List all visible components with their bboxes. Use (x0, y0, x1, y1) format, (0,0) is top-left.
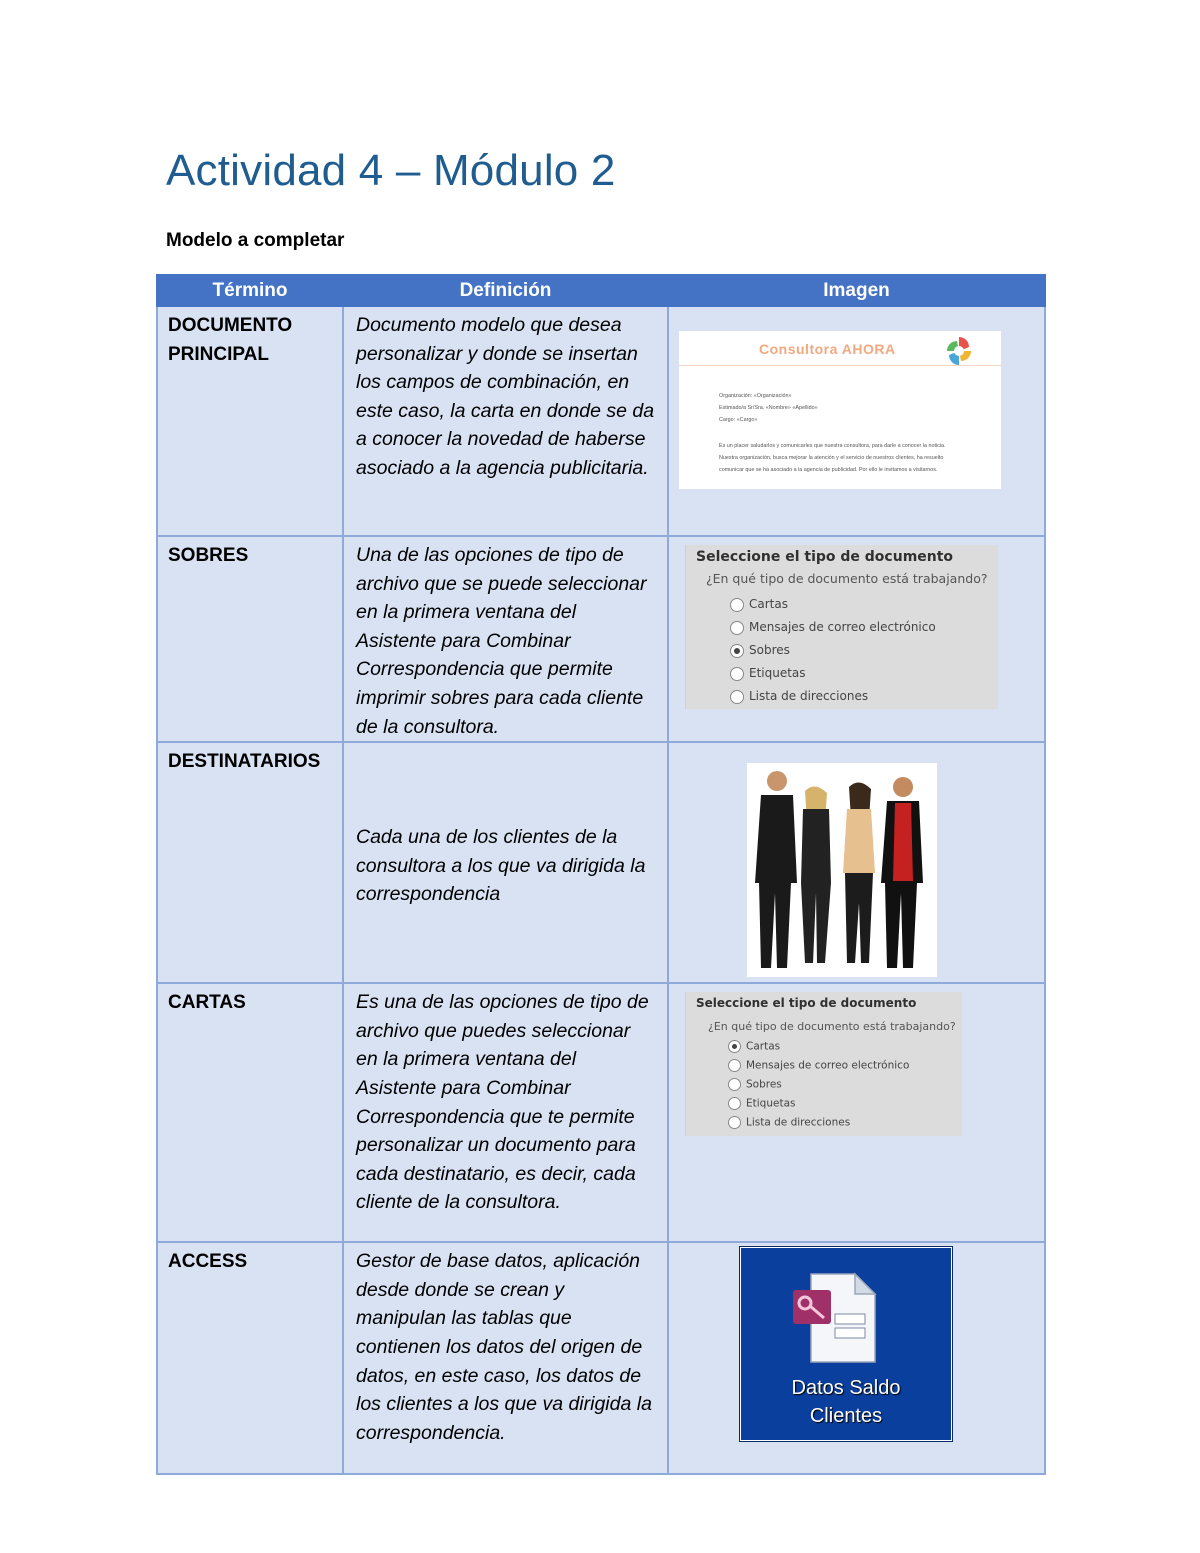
term-cell (157, 742, 343, 983)
image-cell (668, 536, 1045, 742)
term-cell (157, 306, 343, 536)
term-label: ACCESS (168, 1251, 248, 1273)
definition-cell (343, 983, 668, 1242)
radio-icon (728, 1078, 741, 1091)
option-mensajes: Mensajes de correo electrónico (728, 1059, 909, 1072)
definition-cell (343, 742, 668, 983)
term-label: DOCUMENTO PRINCIPAL (168, 315, 293, 365)
radio-icon (730, 690, 744, 704)
header-definicion: Definición (343, 275, 668, 306)
consultora-logo-icon (941, 333, 977, 369)
table-row (157, 983, 1045, 1242)
letter-line: Organización: «Organización» (719, 393, 792, 399)
term-label: DESTINATARIOS (168, 751, 321, 773)
option-sobres: Sobres (730, 643, 790, 658)
page-title: Actividad 4 – Módulo 2 (166, 146, 616, 195)
term-label: CARTAS (168, 992, 246, 1014)
letter-line: Cargo: «Cargo» (719, 417, 758, 423)
definition-cell (343, 1242, 668, 1474)
people-group-image (747, 763, 937, 977)
table-row (157, 1242, 1045, 1474)
image-cell (668, 306, 1045, 536)
option-mensajes: Mensajes de correo electrónico (730, 620, 936, 635)
option-etiquetas: Etiquetas (728, 1097, 795, 1110)
option-lista: Lista de direcciones (728, 1116, 850, 1129)
terms-table (156, 274, 1046, 1475)
letter-brand: Consultora AHORA (759, 341, 896, 357)
access-database-icon (791, 1270, 881, 1366)
image-cell (668, 742, 1045, 983)
dialog-title: Seleccione el tipo de documento (696, 549, 954, 565)
radio-icon (728, 1097, 741, 1110)
definition-text: Cada una de los clientes de la consultora a los que va dirigida la correspondencia (356, 826, 646, 906)
term-cell (157, 983, 343, 1242)
table-row (157, 536, 1045, 742)
letter-line: Estimado/a Sr/Sra. «Nombre» «Apellido» (719, 405, 818, 411)
definition-text: Una de las opciones de tipo de archivo que se puede seleccionar en la primera ventana del Asistente para Combinar Correspondencia que permite imprimir sobres para cada cliente de la consultora. (356, 544, 647, 738)
table-row (157, 306, 1045, 536)
header-imagen: Imagen (668, 275, 1045, 306)
dialog-question: ¿En qué tipo de documento está trabajando? (706, 571, 988, 586)
radio-icon (730, 667, 744, 681)
option-sobres: Sobres (728, 1078, 782, 1091)
document-type-dialog-sobres (685, 545, 998, 709)
definition-text: Documento modelo que desea personalizar y donde se insertan los campos de combinación, en este caso, la carta en donde se da a conocer la novedad de haberse asociado a la agencia publicitaria. (356, 314, 655, 479)
access-shortcut-image (740, 1247, 952, 1441)
access-shortcut-label: Datos Saldo Clientes (791, 1377, 901, 1428)
radio-selected-icon (728, 1040, 741, 1053)
term-cell (157, 1242, 343, 1474)
image-cell (668, 983, 1045, 1242)
header-termino: Término (157, 275, 343, 306)
radio-icon (730, 621, 744, 635)
option-lista: Lista de direcciones (730, 689, 868, 704)
table-header-row (157, 275, 1045, 306)
radio-icon (728, 1059, 741, 1072)
letter-divider (679, 365, 1001, 366)
term-label: SOBRES (168, 545, 249, 566)
term-cell (157, 536, 343, 742)
image-cell (668, 1242, 1045, 1474)
letter-preview-image (679, 331, 1001, 489)
page-subtitle: Modelo a completar (166, 230, 345, 251)
radio-icon (728, 1116, 741, 1129)
radio-selected-icon (730, 644, 744, 658)
definition-cell (343, 536, 668, 742)
letter-line: Nuestra organización, busca mejorar la atención y el servicio de nuestros clientes, ha resuelto (719, 455, 944, 461)
dialog-title: Seleccione el tipo de documento (696, 996, 917, 1011)
definition-text: Gestor de base datos, aplicación desde donde se crean y manipulan las tablas que contienen los datos del origen de datos, en este caso, los datos de los clientes a los que va dirigida la correspondencia. (356, 1250, 652, 1444)
document-type-dialog-cartas (685, 992, 962, 1136)
definition-text: Es una de las opciones de tipo de archivo que puedes seleccionar en la primera ventana del Asistente para Combinar Correspondencia que te permite personalizar un documento para cada destinatario, es decir, cada cliente de la consultora. (356, 991, 649, 1214)
dialog-question: ¿En qué tipo de documento está trabajando? (708, 1020, 956, 1034)
option-etiquetas: Etiquetas (730, 666, 806, 681)
letter-line: comunicar que se ha asociado a la agencia de publicidad. Por ello le invitamos a visitarnos. (719, 467, 938, 473)
option-cartas: Cartas (730, 597, 788, 612)
option-cartas: Cartas (728, 1040, 780, 1053)
definition-cell (343, 306, 668, 536)
table-row (157, 742, 1045, 983)
letter-line: Es un placer saludarlos y comunicarles que nuestra consultora, para darle a conocer la noticia. (719, 443, 946, 449)
radio-icon (730, 598, 744, 612)
